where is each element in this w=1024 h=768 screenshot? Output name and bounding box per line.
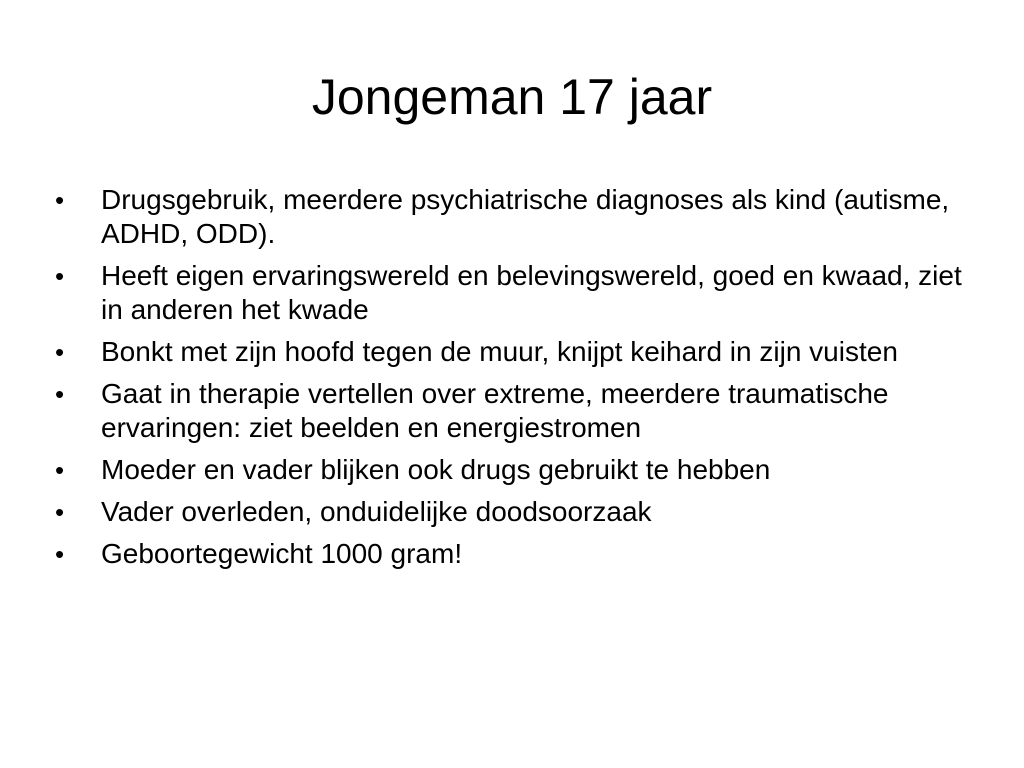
bullet-point-icon: •	[55, 337, 65, 367]
bullet-point-icon: •	[55, 455, 65, 485]
bullet-item	[52, 495, 972, 529]
bullet-item	[52, 453, 972, 487]
bullet-point-icon: •	[55, 185, 65, 215]
bullet-text: Moeder en vader blijken ook drugs gebruikt te hebben	[101, 454, 771, 485]
bullet-item	[52, 377, 972, 445]
bullet-item	[52, 335, 972, 369]
bullet-text: Geboortegewicht 1000 gram!	[101, 538, 463, 569]
bullet-item	[52, 259, 972, 327]
bullet-text: Bonkt met zijn hoofd tegen de muur, knijpt keihard in zijn vuisten	[101, 336, 898, 367]
bullet-text: Vader overleden, onduidelijke doodsoorzaak	[101, 496, 652, 527]
bullet-point-icon: •	[55, 539, 65, 569]
slide-title: Jongeman 17 jaar	[311, 69, 713, 125]
bullet-point-icon: •	[55, 379, 65, 409]
bullet-text: Gaat in therapie vertellen over extreme, meerdere traumatische ervaringen: ziet beelden en energiestromen	[101, 378, 889, 443]
bullet-point-icon: •	[55, 261, 65, 291]
bullet-text: Heeft eigen ervaringswereld en belevingswereld, goed en kwaad, ziet in anderen het kwade	[101, 260, 962, 325]
bullet-list	[52, 183, 972, 579]
bullet-item	[52, 537, 972, 571]
bullet-item	[52, 183, 972, 251]
bullet-point-icon: •	[55, 497, 65, 527]
bullet-text: Drugsgebruik, meerdere psychiatrische diagnoses als kind (autisme, ADHD, ODD).	[101, 184, 950, 249]
